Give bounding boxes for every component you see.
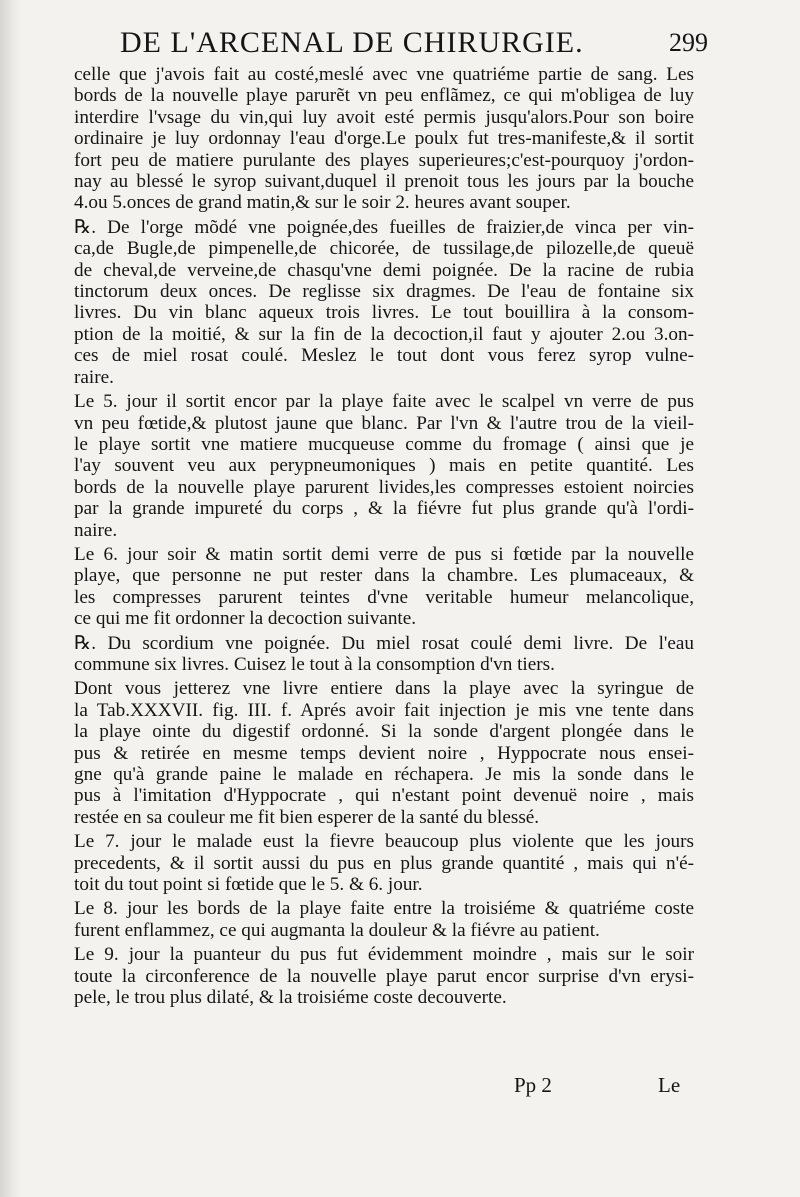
text-line: pele, le trou plus dilaté, & la troisiéme coste decouverte. bbox=[74, 987, 507, 1009]
text-line: restée en sa couleur me fit bien esperer de la santé du blessé. bbox=[74, 806, 540, 828]
text-line: Le 9. jour la puanteur du pus fut évidemment moindre , mais sur le soir bbox=[74, 944, 694, 966]
body-text bbox=[74, 64, 694, 1008]
text-line: Le 8. jour les bords de la playe faite entre la troisiéme & quatriéme coste bbox=[74, 898, 694, 920]
text-line: ces de miel rosat coulé. Meslez le tout dont vous ferez syrop vulne- bbox=[74, 345, 694, 367]
text-line: gne qu'à grande paine le malade en réchapera. Je mis la sonde dans le bbox=[74, 764, 694, 785]
text-line: ordinaire je luy ordonnay l'eau d'orge.Le poulx fut tres-manifeste,& il sortit bbox=[74, 128, 694, 150]
text-line: la Tab.XXXVII. fig. III. f. Aprés avoir fait injection je mis vne tente dans bbox=[74, 699, 694, 721]
text-line: celle que j'avois fait au costé,meslé avec vne quatriéme partie de sang. Les bbox=[74, 64, 694, 85]
text-line: interdire l'vsage du vin,qui luy avoit esté permis jusqu'alors.Pour son boire bbox=[74, 106, 694, 128]
signature-mark: Pp 2 bbox=[514, 1073, 552, 1097]
text-line: les compresses parurent teintes d'vne veritable humeur melancolique, bbox=[74, 586, 694, 608]
text-line: 4.ou 5.onces de grand matin,& sur le soir 2. heures avant souper. bbox=[74, 192, 571, 214]
text-line: ce qui me fit ordonner la decoction suivante. bbox=[74, 608, 417, 630]
text-line: la playe ointe du digestif ordonné. Si la sonde d'argent plongée dans le bbox=[74, 721, 694, 743]
text-line: raire. bbox=[74, 366, 114, 388]
text-line: de cheval,de verveine,de chasqu'vne demi poignée. De la racine de rubia bbox=[74, 259, 694, 281]
text-line: fort peu de matiere purulante des playes superieures;c'est-pourquoy j'ordon- bbox=[74, 149, 694, 171]
text-line: ca,de Bugle,de pimpenelle,de chicorée, de tussilage,de pilozelle,de queuë bbox=[74, 238, 694, 260]
text-line: toute la circonference de la nouvelle playe parut encor surprise d'vn erysi- bbox=[74, 965, 694, 987]
text-line: ℞. Du scordium vne poignée. Du miel rosat coulé demi livre. De l'eau bbox=[74, 632, 694, 654]
text-line: bords de la nouvelle playe parurent livides,les compresses estoient noircies bbox=[74, 476, 694, 498]
text-line: Le 7. jour le malade eust la fievre beaucoup plus violente que les jours bbox=[74, 831, 694, 853]
text-line: furent enflammez, ce qui augmanta la douleur & la fiévre au patient. bbox=[74, 919, 600, 941]
page-gutter-shadow bbox=[0, 0, 22, 1197]
text-line: playe, que personne ne put rester dans la chambre. Les plumaceaux, & bbox=[74, 565, 694, 587]
text-line: Dont vous jetterez vne livre entiere dans la playe avec la syringue de bbox=[74, 678, 694, 700]
text-line: Le 6. jour soir & matin sortit demi verre de pus si fœtide par la nouvelle bbox=[74, 543, 694, 565]
text-line: commune six livres. Cuisez le tout à la consomption d'vn tiers. bbox=[74, 653, 555, 675]
text-line: toit du tout point si fœtide que le 5. & 6. jour. bbox=[74, 874, 423, 896]
running-title: DE L'ARCENAL DE CHIRURGIE. bbox=[120, 26, 584, 59]
catchword: Le bbox=[658, 1073, 681, 1097]
text-line: naire. bbox=[74, 519, 118, 541]
text-line: livres. Du vin blanc aqueux trois livres. Le tout bouillira à la consom- bbox=[74, 302, 694, 324]
text-line: l'ay souvent veu aux perypneumoniques ) mais en petite quantité. Les bbox=[74, 455, 694, 477]
text-line: pus à l'imitation d'Hyppocrate , qui n'estant point devenuë noire , mais bbox=[74, 785, 694, 807]
page-number: 299 bbox=[669, 28, 708, 57]
text-line: Le 5. jour il sortit encor par la playe faite avec le scalpel vn verre de pus bbox=[74, 391, 694, 413]
text-line: bords de la nouvelle playe parurẽt vn peu enflãmez, ce qui m'obligea de luy bbox=[74, 85, 694, 107]
text-line: vn peu fœtide,& plutost jaune que blanc. Par l'vn & l'autre trou de la vieil- bbox=[74, 412, 694, 434]
text-line: nay au blessé le syrop suivant,duquel il prenoit tous les jours par la bouche bbox=[74, 171, 694, 193]
text-line: par la grande impureté du corps , & la fiévre fut plus grande qu'à l'ordi- bbox=[74, 498, 694, 520]
text-line: le playe sortit vne matiere mucqueuse comme du fromage ( ainsi que je bbox=[74, 433, 694, 455]
text-line: pus & retirée en mesme temps devient noire , Hyppocrate nous ensei- bbox=[74, 742, 694, 764]
text-line: ption de la moitié, & sur la fin de la decoction,il faut y ajouter 2.ou 3.on- bbox=[74, 323, 694, 345]
text-line: precedents, & il sortit aussi du pus en plus grande quantité , mais qui n'é- bbox=[74, 852, 694, 874]
text-line: ℞. De l'orge mõdé vne poignée,des fueilles de fraizier,de vinca per vin- bbox=[74, 216, 694, 238]
text-line: tinctorum deux onces. De reglisse six dragmes. De l'eau de fontaine six bbox=[74, 281, 694, 303]
